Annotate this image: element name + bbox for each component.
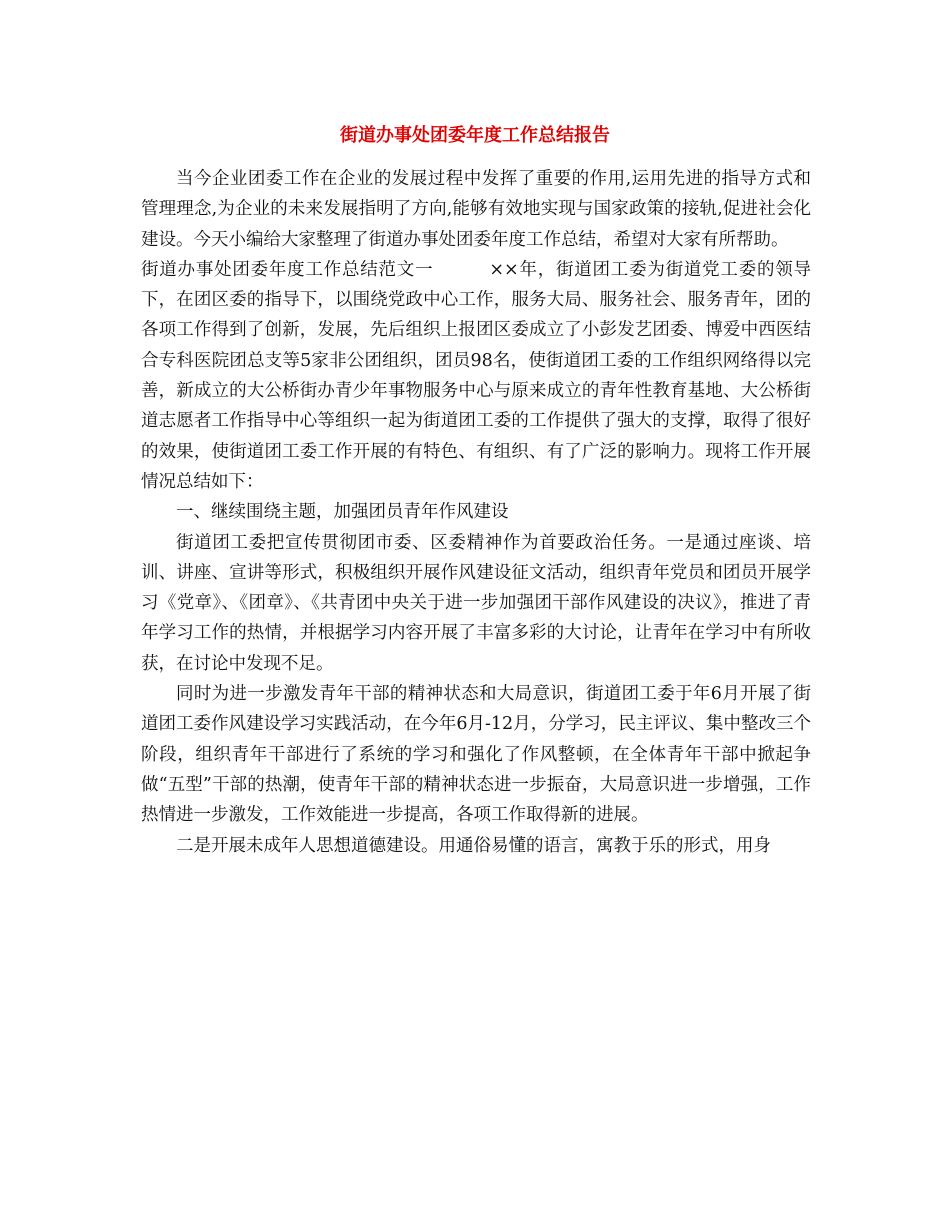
body-paragraph-2: 同时为进一步激发青年干部的精神状态和大局意识，街道团工委于年6月开展了街道团工委作风建设学习实践活动，在今年6月-12月，分学习，民主评议、集中整改三个阶段，组织青年干部进行了系统的学习和强化了作风整顿，在全体青年干部中掀起争做“五型”干部的热潮，使青年干部的精神状态进一步振奋，大局意识进一步增强，工作热情进一步激发，工作效能进一步提高，各项工作取得新的进展。: [141, 684, 811, 826]
sample-paragraph: [141, 255, 811, 497]
intro-paragraph: 当今企业团委工作在企业的发展过程中发挥了重要的作用,运用先进的指导方式和管理理念,为企业的未来发展指明了方向,能够有效地实现与国家政策的接轨,促进社会化建设。今天小编给大家整理了街道办事处团委年度工作总结，希望对大家有所帮助。: [141, 169, 811, 250]
body-paragraph-3: 二是开展未成年人思想道德建设。用通俗易懂的语言，寓教于乐的形式，用身: [176, 835, 771, 856]
body-paragraph-1: 街道团工委把宣传贯彻团市委、区委精神作为首要政治任务。一是通过座谈、培训、讲座、宣讲等形式，积极组织开展作风建设征文活动，组织青年党员和团员开展学习《党章》、《团章》、《共青团中央关于进一步加强团干部作风建设的决议》，推进了青年学习工作的热情，并根据学习内容开展了丰富多彩的大讨论，让青年在学习中有所收获，在讨论中发现不足。: [141, 532, 811, 674]
section-heading-1: 一、继续围绕主题，加强团员青年作风建设: [176, 502, 509, 523]
document-body: [141, 164, 811, 861]
document-title: 街道办事处团委年度工作总结报告: [340, 125, 610, 146]
sample-body: ××年，街道团工委为街道党工委的领导下，在团区委的指导下，以围绕党政中心工作，服务大局、服务社会、服务青年，团的各项工作得到了创新，发展，先后组织上报团区委成立了小彭发艺团委、博爱中西医结合专科医院团总支等5家非公团组织，团员98名，使街道团工委的工作组织网络得以完善，新成立的大公桥街办青少年事物服务中心与原来成立的青年性教育基地、大公桥街道志愿者工作指导中心等组织一起为街道团工委的工作提供了强大的支撑，取得了很好的效果，使街道团工委工作开展的有特色、有组织、有了广泛的影响力。现将工作开展情况总结如下：: [141, 259, 812, 492]
sample-heading: 街道办事处团委年度工作总结范文一: [141, 259, 434, 280]
